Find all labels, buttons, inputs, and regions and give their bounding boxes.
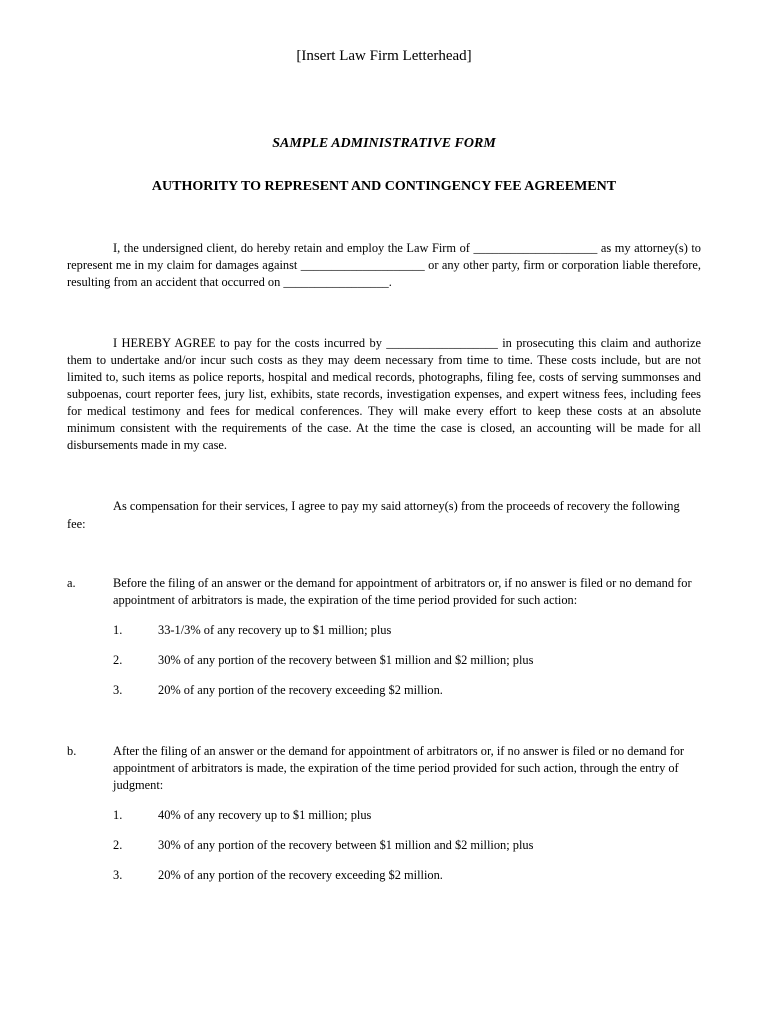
form-type-heading: SAMPLE ADMINISTRATIVE FORM [272, 136, 496, 151]
clause-a-item-2-text: 30% of any portion of the recovery between $1 million and $2 million; plus [158, 653, 534, 667]
clause-a-item-2-number: 2. [113, 653, 123, 667]
compensation-paragraph-line-2: fee: [67, 517, 86, 531]
retain-paragraph-text: I, the undersigned client, do hereby retain and employ the Law Firm of ____________________ as my attorney(s) to represent me in my claim for damages against ____________________ or any other party, firm or corporation liable therefore, resulting from an accident that occurred on _________________. [67, 241, 701, 289]
costs-paragraph [67, 335, 701, 454]
clause-b-item-2-text: 30% of any portion of the recovery between $1 million and $2 million; plus [158, 838, 534, 852]
clause-a-item-3-text: 20% of any portion of the recovery exceeding $2 million. [158, 683, 443, 697]
agreement-title: AUTHORITY TO REPRESENT AND CONTINGENCY FEE AGREEMENT [151, 179, 617, 194]
letterhead-placeholder: [Insert Law Firm Letterhead] [296, 48, 472, 64]
clause-b-item-1-number: 1. [113, 808, 123, 822]
clause-a-item-1-text: 33-1/3% of any recovery up to $1 million; plus [158, 623, 392, 637]
clause-b-item-2-number: 2. [113, 838, 123, 852]
retain-paragraph [67, 240, 701, 291]
clause-b-item-1-text: 40% of any recovery up to $1 million; plus [158, 808, 372, 822]
clause-b-item-3-text: 20% of any portion of the recovery exceeding $2 million. [158, 868, 443, 882]
clause-a-item-1-number: 1. [113, 623, 123, 637]
clause-b-letter: b. [67, 744, 77, 758]
clause-a-text: Before the filing of an answer or the demand for appointment of arbitrators or, if no answer is filed or no demand for appointment of arbitrators is made, the expiration of the time period provided for such action: [113, 576, 692, 607]
clause-a-letter: a. [67, 576, 76, 590]
clause-b-text: After the filing of an answer or the demand for appointment of arbitrators or, if no answer is filed or no demand for appointment of arbitrators is made, the expiration of the time period provided for such action, through the entry of judgment: [113, 744, 685, 792]
clause-a-item-3-number: 3. [113, 683, 123, 697]
costs-paragraph-text: I HEREBY AGREE to pay for the costs incurred by __________________ in prosecuting this claim and authorize them to undertake and/or incur such costs as they may deem necessary from time to time. These costs include, but are not limited to, such items as police reports, hospital and medical records, photographs, filing fee, costs of serving summonses and subpoenas, court reporter fees, jury list, exhibits, state records, investigation expenses, and expert witness fees, including fees for medical testimony and fees for medical conferences. They will make every effort to keep these costs at an absolute minimum consistent with the requirements of the case. At the time the case is closed, an accounting will be made for all disbursements made in my case. [67, 336, 701, 452]
clause-b-item-3-number: 3. [113, 868, 123, 882]
compensation-paragraph-line-1: As compensation for their services, I agree to pay my said attorney(s) from the proceeds of recovery the following [113, 499, 680, 513]
